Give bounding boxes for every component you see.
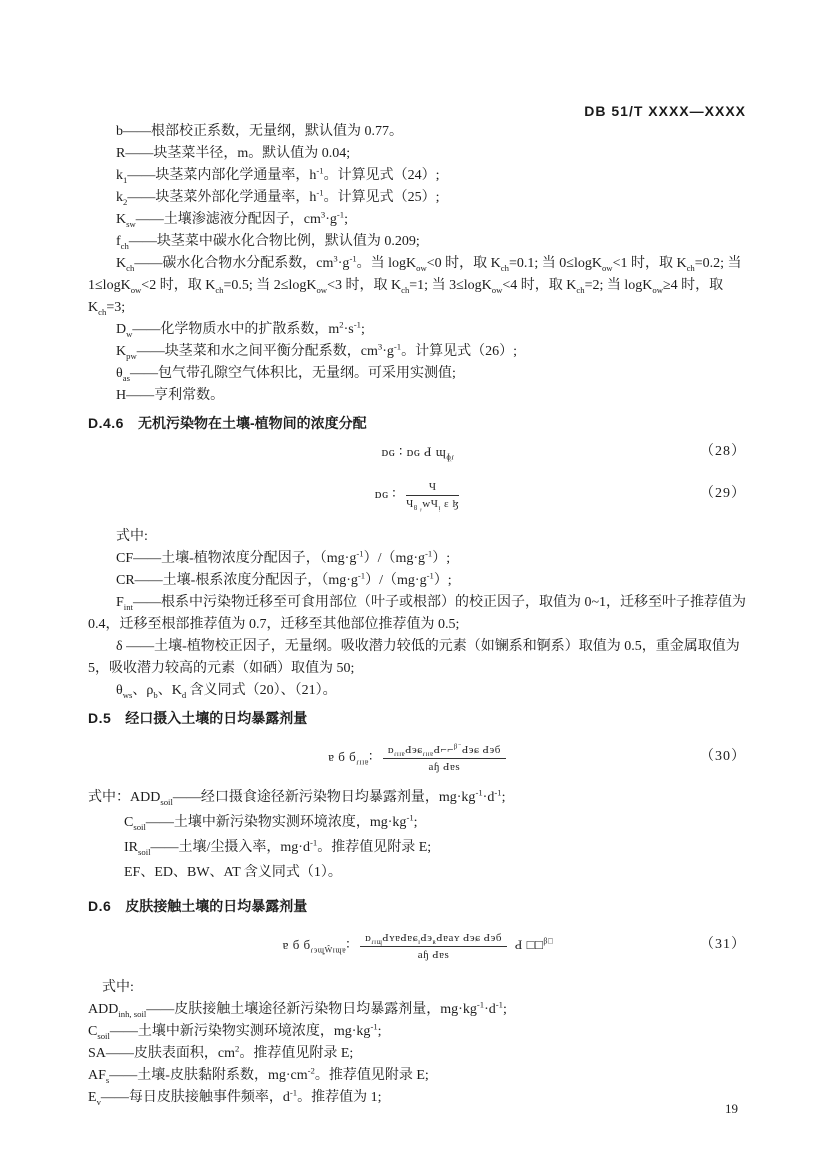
definition-line-c-soil: $C_{soil}——$土壤中新污染物实测环境浓度，$mg\cdot kg^{-1}$; <box>124 812 418 832</box>
section-heading-d5 <box>88 707 748 729</box>
definition-line-ev: $E_v——$每日皮肤接触事件频率，$d^{-1}$。推荐值为 1; <box>88 1087 382 1107</box>
equation-31 <box>88 923 748 967</box>
equation-30-denominator: aɧ Ԁɐs <box>428 760 461 773</box>
equation-30 <box>88 735 748 779</box>
equation-29-number: （29） <box>700 486 746 501</box>
definition-line-h: H——亨利常数。 <box>116 388 225 403</box>
definition-line-kch: $K_{ch}——$碳水化合物水分配系数，$cm^3\cdot g^{-1}$。当 logK$_{ow}$<0 时，取 $K_{ch}=0.1$; 当 0≤logK$_{ow}$<1 时，取 $K_{ch}=0.2$; 当 1≤logK$_{ow}$<2 时，取 $K_{ch}=0.5$; 当 2≤logK$_{ow}$<3 时，取 $K_{ch}=1$; 当 3≤logK$_{ow}$<4 时，取 $K_{ch}=2$; 当 logK$_{ow}$≥4 时，取 $K_{ch}=3$; <box>88 253 742 317</box>
page-content <box>88 121 748 1109</box>
definition-line-ksw: $K_{sw}——$土壤渗滤液分配因子，$cm^3\cdot g^{-1}$; <box>116 209 349 229</box>
section-title-d46: 无机污染物在土壤-植物间的浓度分配 <box>137 415 367 431</box>
equation-28-number: （28） <box>700 444 746 459</box>
section-heading-d46 <box>88 412 748 434</box>
definition-line-af: $AF_s——$土壤-皮肤黏附系数，$mg\cdot cm^{-2}$。推荐值见附录 E; <box>88 1065 429 1085</box>
equation-31-body <box>283 923 554 967</box>
equation-28 <box>88 438 748 466</box>
equation-29-denominator: $Ч_{ϐ ᵧ}wЧ_ᴉ$ ε ɮ <box>406 497 460 512</box>
definition-line-ef-ed-bw-at: EF、ED、BW、AT 含义同式（1）。 <box>124 865 342 880</box>
d6-legend-list <box>88 977 748 1109</box>
equation-29 <box>88 472 748 516</box>
equation-30-lhs: ɐ б $б_{ɾɪɪɐ}∶$ <box>328 749 373 767</box>
page-number: 19 <box>725 1101 738 1116</box>
equation-31-fraction <box>360 931 507 962</box>
definition-line-dw: $D_w——$化学物质水中的扩散系数，$m^2\cdot s^{-1}$; <box>116 319 365 339</box>
definition-line-k2: $k_2——$块茎菜外部化学通量率，$h^{-1}$。计算见式（25）; <box>116 187 440 207</box>
equation-29-lhs: ᴅɢ ∶ <box>374 486 397 501</box>
equation-30-body <box>328 735 508 779</box>
definition-line-add-soil: 式中：$ADD_{soil}——$经口摄食途径新污染物日均暴露剂量，$mg\cdot kg^{-1}\cdot d^{-1}$; <box>88 787 506 807</box>
equation-30-fraction <box>383 743 506 774</box>
formula-legend-intro-d46: 式中: <box>116 529 148 544</box>
formula-legend-intro-d6: 式中: <box>102 980 134 995</box>
definition-line-c-soil-2: $C_{soil}——$土壤中新污染物实测环境浓度，$mg\cdot kg^{-1}$; <box>88 1021 382 1041</box>
definition-line-fint: $F_{int}——$根系中污染物迁移至可食用部位（叶子或根部）的校正因子，取值为 0~1，迁移至叶子推荐值为 0.4，迁移至根部推荐值为 0.7，迁移至其他部位推荐值为 0.5; <box>88 595 747 632</box>
definition-line-delta: δ ——土壤-植物校正因子，无量纲。吸收潜力较低的元素（如镧系和锕系）取值为 0.5，重金属取值为 5，吸收潜力较高的元素（如硒）取值为 50; <box>88 639 740 676</box>
equation-30-number: （30） <box>700 749 746 764</box>
section-number-d6: D.6 <box>88 898 112 914</box>
equation-31-numerator: ᴅ$_{ɾɪɰ}$ԀʏɐԀɐɕ$_ɪ$Ԁэ$_ʀ$Ԁɐaʏ Ԁэɕ Ԁэб <box>360 931 507 947</box>
definition-line-sa: SA——皮肤表面积，$cm^2$。推荐值见附录 E; <box>88 1043 354 1061</box>
equation-31-suffix: Ԁ □□$^{\beta□}$ <box>514 936 554 952</box>
section-heading-d6 <box>88 895 748 917</box>
equation-31-denominator: aɧ Ԁɐs <box>417 948 450 961</box>
definition-line-cr: CR——土壤-根系浓度分配因子，$(mg\cdot g^{-1})/(mg\cdot g^{-1})$; <box>116 570 452 588</box>
equation-31-number: （31） <box>700 937 746 952</box>
definition-line-fch: $f_{ch}——$块茎菜中碳水化合物比例，默认值为 0.209; <box>116 234 420 251</box>
definition-line-cf: CF——土壤-植物浓度分配因子，$(mg\cdot g^{-1})/(mg\cdot g^{-1})$; <box>116 548 451 566</box>
definition-line-add-inh-soil: $ADD_{inh, soil}——$皮肤接触土壤途径新污染物日均暴露剂量，$mg\cdot kg^{-1}\cdot d^{-1}$; <box>88 999 507 1019</box>
definition-line-kpw: $K_{pw}——$块茎菜和水之间平衡分配系数，$cm^3\cdot g^{-1}$。计算见式（26）; <box>116 341 517 361</box>
definition-line-theta-rho-k: $\theta_{ws}$、$\rho_b$、$K_d$ 含义同式（20）、（21）。 <box>116 683 337 700</box>
equation-30-numerator: ᴅ$_{ɾɪɪɐ}$Ԁэɕ$_{ɾɪɪɐ}$Ԁ⌐⌐$^{\beta^-}$Ԁэɕ Ԁэб <box>383 743 506 759</box>
equation-29-body <box>375 472 461 516</box>
section-number-d5: D.5 <box>88 710 112 726</box>
definition-line-k1: $k_1——$块茎菜内部化学通量率，$h^{-1}$。计算见式（24）; <box>116 165 440 185</box>
section-number-d46: D.4.6 <box>88 415 124 431</box>
definition-line-theta-as: $\theta_{as}——$包气带孔隙空气体积比，无量纲。可采用实测值; <box>116 366 456 383</box>
doc-code-header: DB 51/T XXXX—XXXX <box>584 103 746 119</box>
equation-29-numerator: Ч <box>406 480 459 496</box>
section-title-d5: 经口摄入土壤的日均暴露剂量 <box>125 710 308 726</box>
section-title-d6: 皮肤接触土壤的日均暴露剂量 <box>125 898 308 914</box>
definition-line-r: R——块茎菜半径，m。默认值为 0.04; <box>116 146 351 161</box>
equation-31-lhs: ɐ б $б_{ɾэɰ̟Ŵɪɰɐ}∶$ <box>282 937 351 955</box>
equation-29-fraction <box>406 480 459 511</box>
definition-line-ir-soil: $IR_{soil}——$土壤/尘摄入率，$mg\cdot d^{-1}$。推荐值见附录 E; <box>124 837 432 857</box>
definition-line-b: b——根部校正系数，无量纲，默认值为 0.77。 <box>116 124 403 139</box>
d5-legend-list <box>88 785 748 885</box>
equation-28-body: ᴅɢ ∶ ᴅɢ Ԁ ɰ$_{ɸ̜ɾ}$ <box>381 444 455 462</box>
